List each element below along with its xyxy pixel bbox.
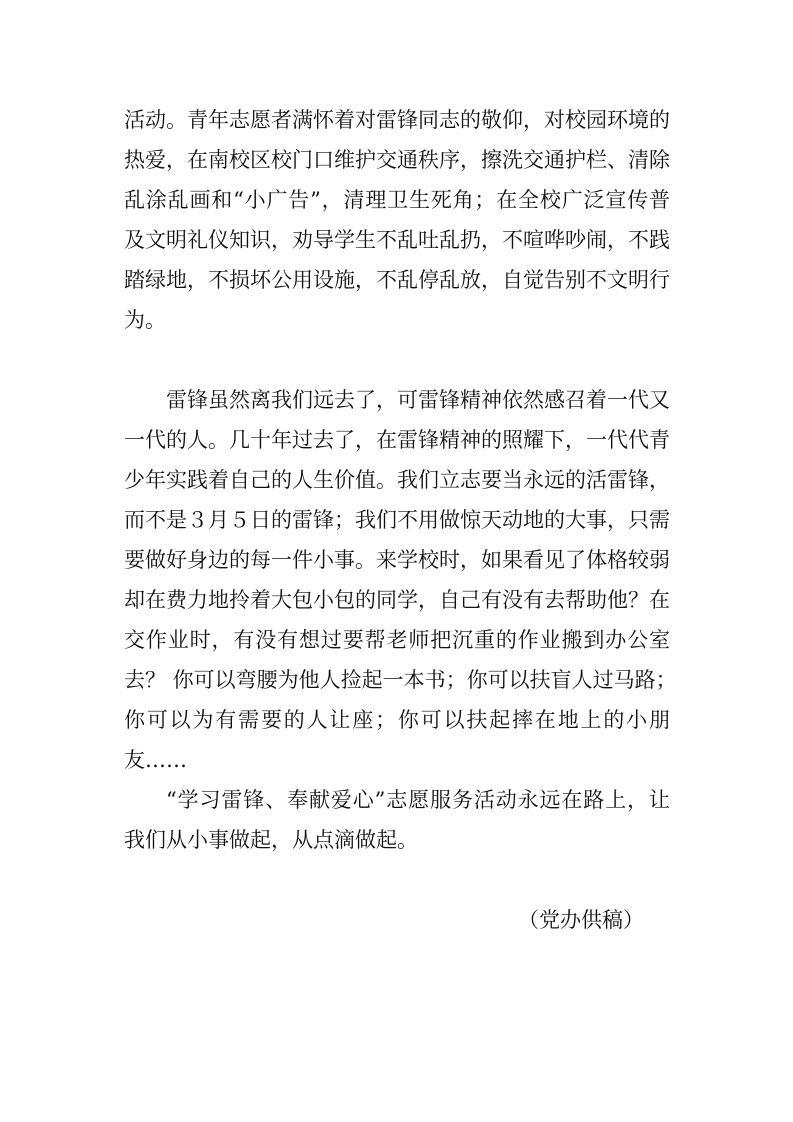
text-line: 乱涂乱画和“小广告”，清理卫生死角；在全校广泛宣传普	[124, 188, 670, 212]
text-line: 交作业时，有没有想过要帮老师把沉重的作业搬到办公室	[124, 628, 670, 652]
text-line: 要做好身边的每一件小事。来学校时，如果看见了体格较弱	[124, 548, 670, 572]
text-line: 一代的人。几十年过去了，在雷锋精神的照耀下，一代代青	[124, 428, 670, 452]
text-line: 却在费力地拎着大包小包的同学，自己有没有去帮助他？在	[124, 588, 670, 612]
text-line: 为。	[124, 308, 166, 332]
text-line: 你可以为有需要的人让座；你可以扶起摔在地上的小朋	[124, 708, 670, 732]
author-credit: （党办供稿）	[518, 908, 644, 932]
text-line: 及文明礼仪知识，劝导学生不乱吐乱扔，不喧哗吵闹，不践	[124, 228, 670, 252]
text-line: 少年实践着自己的人生价值。我们立志要当永远的活雷锋，	[124, 468, 670, 492]
text-line: 踏绿地，不损坏公用设施，不乱停乱放，自觉告别不文明行	[124, 268, 670, 292]
text-line: 我们从小事做起，从点滴做起。	[124, 828, 418, 852]
text-line: 友……	[124, 748, 187, 772]
text-line: 活动。青年志愿者满怀着对雷锋同志的敬仰，对校园环境的	[124, 108, 670, 132]
text-line: 热爱，在南校区校门口维护交通秩序，擦洗交通护栏、清除	[124, 148, 670, 172]
text-line: 雷锋虽然离我们远去了，可雷锋精神依然感召着一代又	[166, 388, 670, 412]
text-line: 而不是３月５日的雷锋；我们不用做惊天动地的大事，只需	[124, 508, 670, 532]
text-line: 去？ 你可以弯腰为他人捡起一本书；你可以扶盲人过马路；	[124, 668, 677, 692]
text-line: “学习雷锋、奉献爱心”志愿服务活动永远在路上，让	[166, 788, 670, 812]
